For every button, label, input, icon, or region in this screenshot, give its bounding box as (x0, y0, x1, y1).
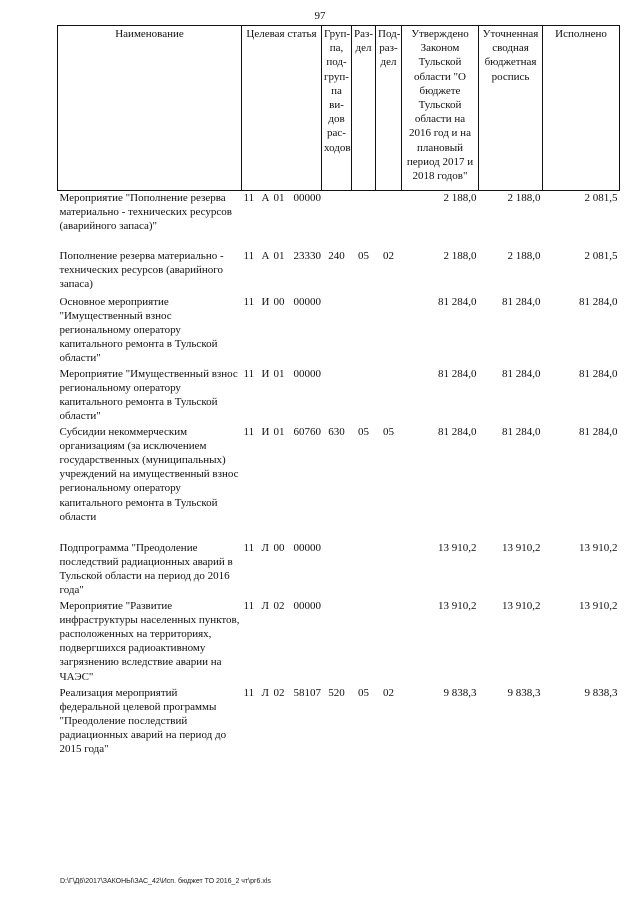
row-name: Мероприятие "Пополнение резерва материально - технических ресурсов (аварийного запаса)" (59, 192, 232, 233)
header-approved: Утверждено Законом Тульской области "О бюджете Тульской области на 2016 год и на плановый период 2017 и 2018 годов" (402, 26, 479, 191)
row-subsection: 05 (383, 425, 394, 438)
row-group: 240 (328, 249, 345, 262)
row-section: 05 (358, 686, 369, 699)
row-name: Субсидии некоммерческим организациям (за исключением государственных (муниципальных) учреждений на имущественный взнос региональному оператору капитального ремонта в Тульской области (59, 425, 239, 523)
row-target-article: 11 А 01 23330 (243, 249, 321, 262)
row-subsection (376, 367, 402, 425)
row-refined: 13 910,2 (502, 541, 541, 554)
table-row (58, 541, 620, 599)
table-row (58, 295, 620, 367)
row-section (352, 599, 376, 686)
row-refined: 13 910,2 (502, 599, 541, 612)
header-refined: Уточненная сводная бюджетная роспись (479, 26, 543, 191)
row-executed: 9 838,3 (584, 686, 618, 699)
header-executed: Исполнено (543, 26, 620, 191)
row-refined: 81 284,0 (502, 295, 541, 308)
row-approved: 81 284,0 (438, 295, 477, 308)
table-header (58, 26, 620, 191)
row-section (352, 541, 376, 599)
table-row (58, 686, 620, 758)
row-group: 630 (328, 425, 345, 438)
table-row (58, 191, 620, 249)
row-executed: 81 284,0 (579, 425, 618, 438)
row-approved: 2 188,0 (443, 192, 477, 204)
row-target-article: 11 И 01 60760 (243, 425, 321, 438)
row-section: 05 (358, 425, 369, 438)
header-group: Груп- па, под- груп- па ви- дов рас- ходов (322, 26, 352, 191)
row-name: Мероприятие "Развитие инфраструктуры населенных пунктов, расположенных на территориях, подвергшихся радиоактивному загрязнению вследствие аварии на ЧАЭС" (59, 599, 240, 683)
header-subsection: Под- раз- дел (376, 26, 402, 191)
row-approved: 2 188,0 (443, 249, 477, 262)
header-target-article: Целевая статья (242, 26, 322, 191)
row-approved: 13 910,2 (438, 599, 477, 612)
table-row (58, 599, 620, 686)
row-refined: 81 284,0 (502, 367, 541, 380)
row-approved: 13 910,2 (438, 541, 477, 554)
row-subsection: 02 (383, 249, 394, 262)
row-target-article: 11 Л 02 58107 (243, 686, 321, 699)
header-name: Наименование (58, 26, 242, 191)
row-name: Реализация мероприятий федеральной целевой программы "Преодоление последствий радиационных аварий на период до 2015 года" (59, 686, 227, 756)
row-section (352, 191, 376, 249)
row-executed: 13 910,2 (579, 541, 618, 554)
row-approved: 9 838,3 (443, 686, 477, 699)
row-target-article: 11 Л 00 00000 (243, 541, 321, 554)
row-section (352, 295, 376, 367)
table-row (58, 425, 620, 541)
row-executed: 81 284,0 (579, 295, 618, 308)
row-group (322, 295, 352, 367)
row-subsection (376, 191, 402, 249)
row-approved: 81 284,0 (438, 367, 477, 380)
row-executed: 2 081,5 (584, 192, 618, 204)
row-subsection (376, 541, 402, 599)
row-group (322, 541, 352, 599)
row-group: 520 (328, 686, 345, 699)
row-group (322, 191, 352, 249)
row-refined: 2 188,0 (507, 192, 541, 204)
row-executed: 13 910,2 (579, 599, 618, 612)
row-refined: 2 188,0 (507, 249, 541, 262)
row-executed: 81 284,0 (579, 367, 618, 380)
table-body (58, 191, 620, 758)
table-row (58, 367, 620, 425)
row-refined: 81 284,0 (502, 425, 541, 438)
row-name: Основное мероприятие "Имущественный взнос региональному оператору капитального ремонта в Тульской области" (59, 295, 218, 365)
page-number: 97 (314, 10, 326, 22)
budget-table (57, 25, 620, 758)
row-group (322, 367, 352, 425)
row-section: 05 (358, 249, 369, 262)
file-path-footer: D:\Г\Д6\2017\ЗАКОНЫ\ЗАС_42\Исп. бюджет ТО 2016_2 чт\рг6.xls (60, 878, 271, 885)
header-section: Раз- дел (352, 26, 376, 191)
row-target-article: 11 И 00 00000 (243, 295, 321, 308)
row-subsection: 02 (383, 686, 394, 699)
row-group (322, 599, 352, 686)
row-target-article: 11 И 01 00000 (243, 367, 321, 380)
row-name: Пополнение резерва материально - технических ресурсов (аварийного запаса) (59, 249, 224, 290)
row-target-article: 11 А 01 00000 (243, 192, 321, 204)
row-approved: 81 284,0 (438, 425, 477, 438)
row-section (352, 367, 376, 425)
row-subsection (376, 599, 402, 686)
row-name: Подпрограмма "Преодоление последствий радиационных аварий в Тульской области на период до 2016 года" (59, 541, 233, 597)
table-row (58, 249, 620, 295)
row-subsection (376, 295, 402, 367)
row-executed: 2 081,5 (584, 249, 618, 262)
row-target-article: 11 Л 02 00000 (243, 599, 321, 612)
row-name: Мероприятие "Имущественный взнос региональному оператору капитального ремонта в Тульской области" (59, 367, 238, 423)
row-refined: 9 838,3 (507, 686, 541, 699)
